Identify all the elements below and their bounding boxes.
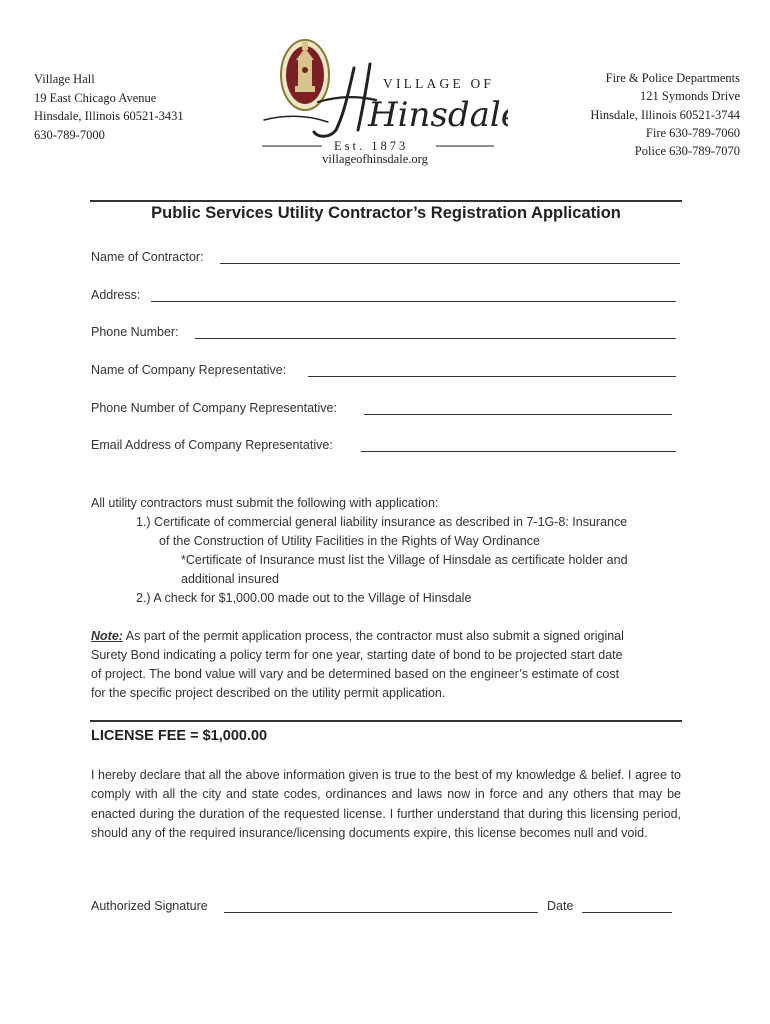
note-paragraph bbox=[91, 627, 624, 646]
phone-number-field[interactable] bbox=[195, 338, 676, 339]
requirement-item-1: 1.) Certificate of commercial general liability insurance as described in 7-1G-8: Insurance bbox=[136, 515, 628, 529]
address-line: Police 630-789-7070 bbox=[634, 144, 740, 159]
requirement-item-1-note: *Certificate of Insurance must list the Village of Hinsdale as certificate holder and bbox=[181, 553, 628, 567]
address-line: Fire & Police Departments bbox=[605, 71, 740, 85]
village-logo bbox=[258, 34, 508, 154]
note-text-line: Surety Bond indicating a policy term for one year, starting date of bond to be projected start date bbox=[91, 648, 623, 662]
fire-police-address bbox=[590, 69, 740, 160]
contractor-name-label: Name of Contractor: bbox=[91, 250, 204, 264]
divider-rule bbox=[90, 200, 682, 202]
logo-established: Est. 1873 bbox=[334, 139, 409, 153]
form-title: Public Services Utility Contractor’s Registration Application bbox=[151, 204, 621, 222]
company-rep-phone-field[interactable] bbox=[364, 414, 672, 415]
address-line: Fire 630-789-7060 bbox=[645, 125, 740, 140]
requirement-item-2: 2.) A check for $1,000.00 made out to the Village of Hinsdale bbox=[136, 591, 472, 605]
note-label: Note: bbox=[91, 629, 123, 643]
company-rep-email-label: Email Address of Company Representative: bbox=[91, 438, 333, 452]
requirements-intro: All utility contractors must submit the following with application: bbox=[91, 496, 439, 510]
note-text-line: of project. The bond value will vary and be determined based on the engineer’s estimate of cost bbox=[91, 667, 620, 681]
address-line: Hinsdale, Illinois 60521-3744 bbox=[590, 107, 740, 122]
address-line: 121 Symonds Drive bbox=[640, 89, 740, 104]
date-field[interactable] bbox=[582, 912, 672, 913]
company-rep-name-label: Name of Company Representative: bbox=[91, 363, 287, 377]
address-line: 19 East Chicago Avenue bbox=[34, 90, 157, 105]
company-rep-email-field[interactable] bbox=[361, 451, 676, 452]
village-seal-icon bbox=[258, 34, 508, 154]
website-url: villageofhinsdale.org bbox=[322, 152, 428, 166]
note-text-line: for the specific project described on the utility permit application. bbox=[91, 686, 446, 700]
requirement-item-1-cont: of the Construction of Utility Facilities in the Rights of Way Ordinance bbox=[159, 534, 540, 548]
address-field[interactable] bbox=[151, 301, 676, 302]
company-rep-phone-label: Phone Number of Company Representative: bbox=[91, 401, 337, 415]
license-fee: LICENSE FEE = $1,000.00 bbox=[91, 728, 268, 744]
village-hall-address bbox=[34, 70, 184, 144]
contractor-name-field[interactable] bbox=[220, 263, 680, 264]
company-rep-name-field[interactable] bbox=[308, 376, 676, 377]
address-line: 630-789-7000 bbox=[34, 127, 105, 142]
address-line: Hinsdale, Illinois 60521-3431 bbox=[34, 109, 184, 123]
logo-village-of: VILLAGE OF bbox=[383, 76, 495, 91]
note-text: As part of the permit application process, the contractor must also submit a signed original bbox=[122, 629, 624, 643]
logo-hinsdale-script: Hinsdale bbox=[368, 95, 508, 135]
address-line: Village Hall bbox=[34, 72, 95, 86]
requirement-item-1-note-cont: additional insured bbox=[181, 572, 279, 586]
declaration-text: I hereby declare that all the above information given is true to the best of my knowledge & belief. I agree to comply with all the city and state codes, ordinances and laws now in force and any others that may be enacted during the duration of the requested license. I further understand that during this licensing period, should any of the required insurance/licensing documents expire, this license becomes null and void. bbox=[91, 768, 681, 841]
signature-label: Authorized Signature bbox=[91, 899, 208, 913]
date-label: Date bbox=[547, 899, 574, 913]
phone-number-label: Phone Number: bbox=[91, 325, 179, 339]
divider-rule bbox=[90, 720, 682, 722]
address-label: Address: bbox=[91, 288, 141, 302]
signature-field[interactable] bbox=[224, 912, 538, 913]
